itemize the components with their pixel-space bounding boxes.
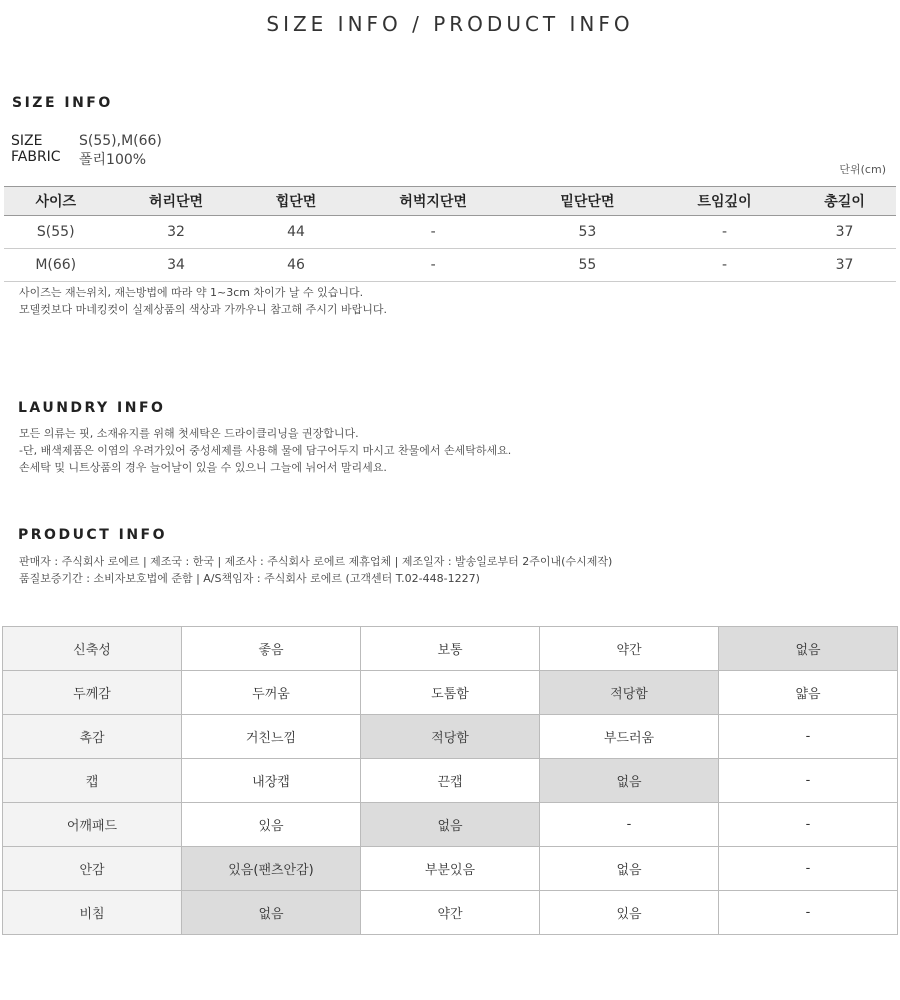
attribute-row <box>3 803 898 847</box>
attribute-name: 신축성 <box>3 627 182 671</box>
attribute-row <box>3 759 898 803</box>
attribute-option: 부드러움 <box>540 715 719 759</box>
attribute-option-selected: 적당함 <box>540 671 719 715</box>
size-notes <box>19 284 387 318</box>
attribute-option: 내장캡 <box>182 759 361 803</box>
attribute-option: 도톰함 <box>361 671 540 715</box>
table-cell: - <box>656 216 793 249</box>
attribute-option: - <box>540 803 719 847</box>
column-header: 밑단단면 <box>519 187 656 216</box>
laundry-line: 모든 의류는 핏, 소재유지를 위해 첫세탁은 드라이클리닝을 권장합니다. <box>19 427 359 440</box>
table-cell: 32 <box>107 216 244 249</box>
column-header: 허벅지단면 <box>347 187 518 216</box>
spec-value: 폴리100% <box>79 152 147 168</box>
table-cell: 44 <box>245 216 348 249</box>
page-title: SIZE INFO / PRODUCT INFO <box>266 12 634 36</box>
attribute-option: 약간 <box>540 627 719 671</box>
product-info-heading: PRODUCT INFO <box>18 527 168 543</box>
attribute-name: 안감 <box>3 847 182 891</box>
table-row <box>4 249 896 282</box>
attribute-option: 있음 <box>540 891 719 935</box>
product-notes <box>19 553 612 587</box>
note-line: 모델컷보다 마네킹컷이 실제상품의 색상과 가까우니 참고해 주시기 바랍니다. <box>19 303 388 316</box>
table-cell: - <box>347 216 518 249</box>
attribute-option-selected: 없음 <box>540 759 719 803</box>
attribute-row <box>3 847 898 891</box>
attribute-option: 좋음 <box>182 627 361 671</box>
column-header: 허리단면 <box>107 187 244 216</box>
attribute-option: 부분있음 <box>361 847 540 891</box>
product-line: 판매자 : 주식회사 로에르 | 제조국 : 한국 | 제조사 : 주식회사 로에르 제휴업체 | 제조일자 : 발송일로부터 2주이내(수시제작) <box>19 555 613 568</box>
attribute-option: 거친느낌 <box>182 715 361 759</box>
attribute-option-selected: 있음(팬츠안감) <box>182 847 361 891</box>
size-info-heading: SIZE INFO <box>12 95 113 111</box>
attribute-option: - <box>719 715 898 759</box>
laundry-line: -단, 배색제품은 이염의 우려가있어 중성세제를 사용해 물에 담구어두지 마시고 찬물에서 손세탁하세요. <box>19 444 512 457</box>
table-cell: 53 <box>519 216 656 249</box>
attribute-option-selected: 없음 <box>719 627 898 671</box>
table-cell: - <box>656 249 793 282</box>
table-cell: 37 <box>793 216 896 249</box>
spec-label: SIZE <box>11 133 43 149</box>
laundry-notes <box>19 425 511 476</box>
note-line: 사이즈는 재는위치, 재는방법에 따라 약 1~3cm 차이가 날 수 있습니다. <box>19 286 364 299</box>
table-row <box>4 216 896 249</box>
attribute-option-selected: 적당함 <box>361 715 540 759</box>
table-cell: M(66) <box>4 249 107 282</box>
attribute-option: 없음 <box>540 847 719 891</box>
attribute-option: 끈캡 <box>361 759 540 803</box>
column-header: 사이즈 <box>4 187 107 216</box>
attribute-name: 캡 <box>3 759 182 803</box>
column-header: 트임깊이 <box>656 187 793 216</box>
attribute-option: 있음 <box>182 803 361 847</box>
attribute-option: - <box>719 759 898 803</box>
attribute-option: - <box>719 891 898 935</box>
attribute-option: 보통 <box>361 627 540 671</box>
table-cell: 34 <box>107 249 244 282</box>
table-cell: 46 <box>245 249 348 282</box>
product-line: 품질보증기간 : 소비자보호법에 준함 | A/S책임자 : 주식회사 로에르 (고객센터 T.02-448-1227) <box>19 572 480 585</box>
spec-label: FABRIC <box>11 149 61 165</box>
spec-row-fabric <box>11 149 146 169</box>
attribute-name: 비침 <box>3 891 182 935</box>
size-table-header-row <box>4 187 896 216</box>
attribute-option: - <box>719 847 898 891</box>
attribute-option: 약간 <box>361 891 540 935</box>
table-cell: 37 <box>793 249 896 282</box>
table-cell: 55 <box>519 249 656 282</box>
attribute-option: 두꺼움 <box>182 671 361 715</box>
spec-value: S(55),M(66) <box>79 133 162 149</box>
attribute-row <box>3 671 898 715</box>
table-cell: S(55) <box>4 216 107 249</box>
attribute-option: - <box>719 803 898 847</box>
laundry-info-heading: LAUNDRY INFO <box>18 400 166 416</box>
column-header: 힙단면 <box>245 187 348 216</box>
table-cell: - <box>347 249 518 282</box>
laundry-line: 손세탁 및 니트상품의 경우 늘어날이 있을 수 있으니 그늘에 뉘어서 말리세요. <box>19 461 387 474</box>
size-table <box>4 186 896 282</box>
spec-row-size <box>11 133 162 149</box>
attribute-option-selected: 없음 <box>361 803 540 847</box>
unit-note: 단위(cm) <box>839 163 886 176</box>
attribute-name: 두께감 <box>3 671 182 715</box>
attribute-name: 촉감 <box>3 715 182 759</box>
attribute-table <box>2 626 898 935</box>
attribute-row <box>3 891 898 935</box>
attribute-name: 어깨패드 <box>3 803 182 847</box>
attribute-row <box>3 627 898 671</box>
column-header: 총길이 <box>793 187 896 216</box>
attribute-row <box>3 715 898 759</box>
attribute-option: 얇음 <box>719 671 898 715</box>
attribute-option-selected: 없음 <box>182 891 361 935</box>
